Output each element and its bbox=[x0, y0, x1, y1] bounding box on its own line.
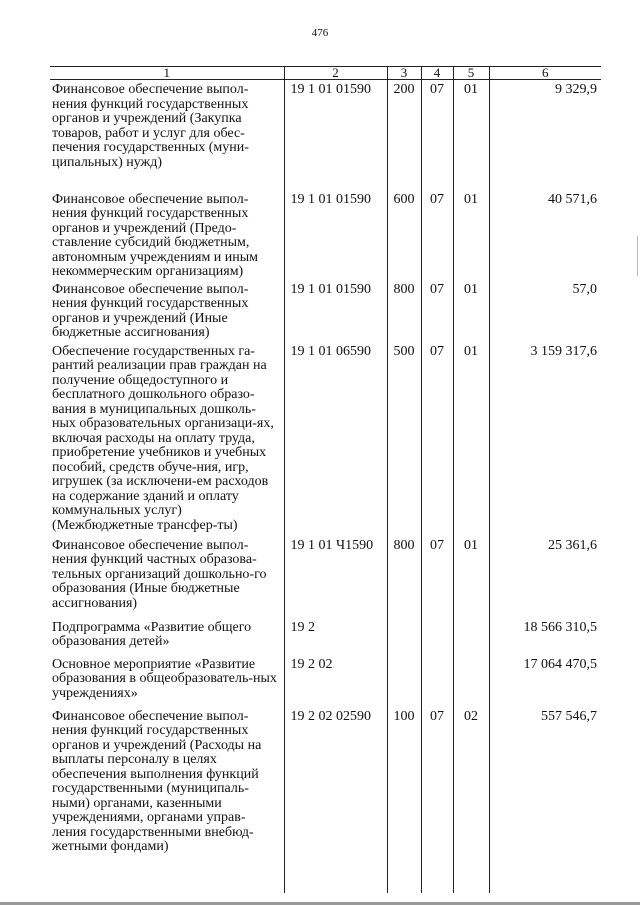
header-col-csr: 2 bbox=[284, 67, 387, 80]
row-amount: 25 361,6 bbox=[489, 536, 601, 618]
row-rz-code: 07 bbox=[421, 536, 453, 618]
row-name: Обеспечение государственных га-рантий реализации прав граждан на получение общедоступного и бесплатного дошкольного образо-вания в муниципальных дошколь-ных образовательных организаци-ях, включая расходы на оплату труда, приобретение учебников и учебных пособий, средств обуче-ния, игр, игрушек (за исключени-ем расходов на содержание зданий и оплату коммунальных услуг) (Межбюджетные трансфер-ты) bbox=[52, 343, 274, 533]
row-amount: 557 546,7 bbox=[489, 707, 601, 855]
row-vr-code: 600 bbox=[387, 190, 421, 280]
row-rz-code: 07 bbox=[421, 80, 453, 190]
row-vr-code: 800 bbox=[387, 536, 421, 618]
header-col-vr: 3 bbox=[387, 67, 421, 80]
row-pr-code: 01 bbox=[453, 536, 489, 618]
row-pr-code: 01 bbox=[453, 80, 489, 190]
empty-cell bbox=[489, 855, 601, 893]
empty-cell bbox=[421, 855, 453, 893]
header-col-pr: 5 bbox=[453, 67, 489, 80]
row-vr-code bbox=[387, 655, 421, 707]
row-csr-code: 19 1 01 01590 bbox=[284, 190, 387, 280]
row-pr-code bbox=[453, 618, 489, 655]
budget-table bbox=[50, 66, 601, 893]
table-row-continuation bbox=[50, 855, 601, 893]
row-csr-code: 19 1 01 01590 bbox=[284, 80, 387, 190]
empty-cell bbox=[284, 855, 387, 893]
row-name: Основное мероприятие «Развитие образования в общеобразователь-ных учреждениях» bbox=[52, 656, 277, 701]
row-name: Финансовое обеспечение выпол-нения функций частных образова-тельных организаций дошкольно-го образования (Иные бюджетные ассигнования) bbox=[52, 537, 267, 611]
page-number: 476 bbox=[311, 27, 329, 39]
row-name: Финансовое обеспечение выпол-нения функций государственных органов и учреждений (Иные бюджетные ассигнования) bbox=[52, 281, 249, 340]
row-name: Финансовое обеспечение выпол-нения функций государственных органов и учреждений (Закупка товаров, работ и услуг для обес-печения государственных (муни-ципальных) нужд) bbox=[52, 82, 249, 170]
row-pr-code: 01 bbox=[453, 280, 489, 342]
row-name: Подпрограмма «Развитие общего образования детей» bbox=[52, 619, 252, 649]
row-rz-code bbox=[421, 655, 453, 707]
header-col-rz: 4 bbox=[421, 67, 453, 80]
scan-edge-mark bbox=[637, 236, 638, 276]
row-csr-code: 19 1 01 Ч1590 bbox=[284, 536, 387, 618]
empty-cell bbox=[387, 855, 421, 893]
row-csr-code: 19 1 01 01590 bbox=[284, 280, 387, 342]
row-name: Финансовое обеспечение выпол-нения функций государственных органов и учреждений (Предо-ставление субсидий бюджетным, автономным учреждениям и иным некоммерческим организациям) bbox=[52, 191, 259, 279]
row-vr-code: 200 bbox=[387, 80, 421, 190]
row-amount: 40 571,6 bbox=[489, 190, 601, 280]
table-row bbox=[50, 536, 601, 618]
row-csr-code: 19 1 01 06590 bbox=[284, 342, 387, 536]
row-pr-code bbox=[453, 655, 489, 707]
row-name: Финансовое обеспечение выпол-нения функций государственных органов и учреждений (Расходы на выплаты персоналу в целях обеспечения выполнения функций государственными (муниципаль-ными) органами, казенными учреждениями, органами управ-ления государственными внебюд-жетными фондами) bbox=[52, 708, 262, 854]
table-row bbox=[50, 80, 601, 190]
table-row bbox=[50, 707, 601, 855]
row-pr-code: 01 bbox=[453, 190, 489, 280]
row-amount: 9 329,9 bbox=[489, 80, 601, 190]
table-row bbox=[50, 280, 601, 342]
empty-cell bbox=[50, 855, 284, 893]
row-vr-code bbox=[387, 618, 421, 655]
row-csr-code: 19 2 bbox=[284, 618, 387, 655]
empty-cell bbox=[453, 855, 489, 893]
row-vr-code: 800 bbox=[387, 280, 421, 342]
row-amount: 18 566 310,5 bbox=[489, 618, 601, 655]
row-rz-code: 07 bbox=[421, 280, 453, 342]
header-col-amount: 6 bbox=[489, 67, 601, 80]
row-vr-code: 100 bbox=[387, 707, 421, 855]
table-header-row bbox=[50, 67, 601, 80]
row-vr-code: 500 bbox=[387, 342, 421, 536]
row-csr-code: 19 2 02 bbox=[284, 655, 387, 707]
row-rz-code: 07 bbox=[421, 707, 453, 855]
row-pr-code: 01 bbox=[453, 342, 489, 536]
row-amount: 3 159 317,6 bbox=[489, 342, 601, 536]
table-row bbox=[50, 655, 601, 707]
row-amount: 17 064 470,5 bbox=[489, 655, 601, 707]
row-pr-code: 02 bbox=[453, 707, 489, 855]
row-csr-code: 19 2 02 02590 bbox=[284, 707, 387, 855]
row-rz-code: 07 bbox=[421, 190, 453, 280]
row-rz-code: 07 bbox=[421, 342, 453, 536]
table-row bbox=[50, 618, 601, 655]
row-rz-code bbox=[421, 618, 453, 655]
table-row bbox=[50, 342, 601, 536]
header-col-name: 1 bbox=[50, 67, 284, 80]
row-amount: 57,0 bbox=[489, 280, 601, 342]
table-row bbox=[50, 190, 601, 280]
